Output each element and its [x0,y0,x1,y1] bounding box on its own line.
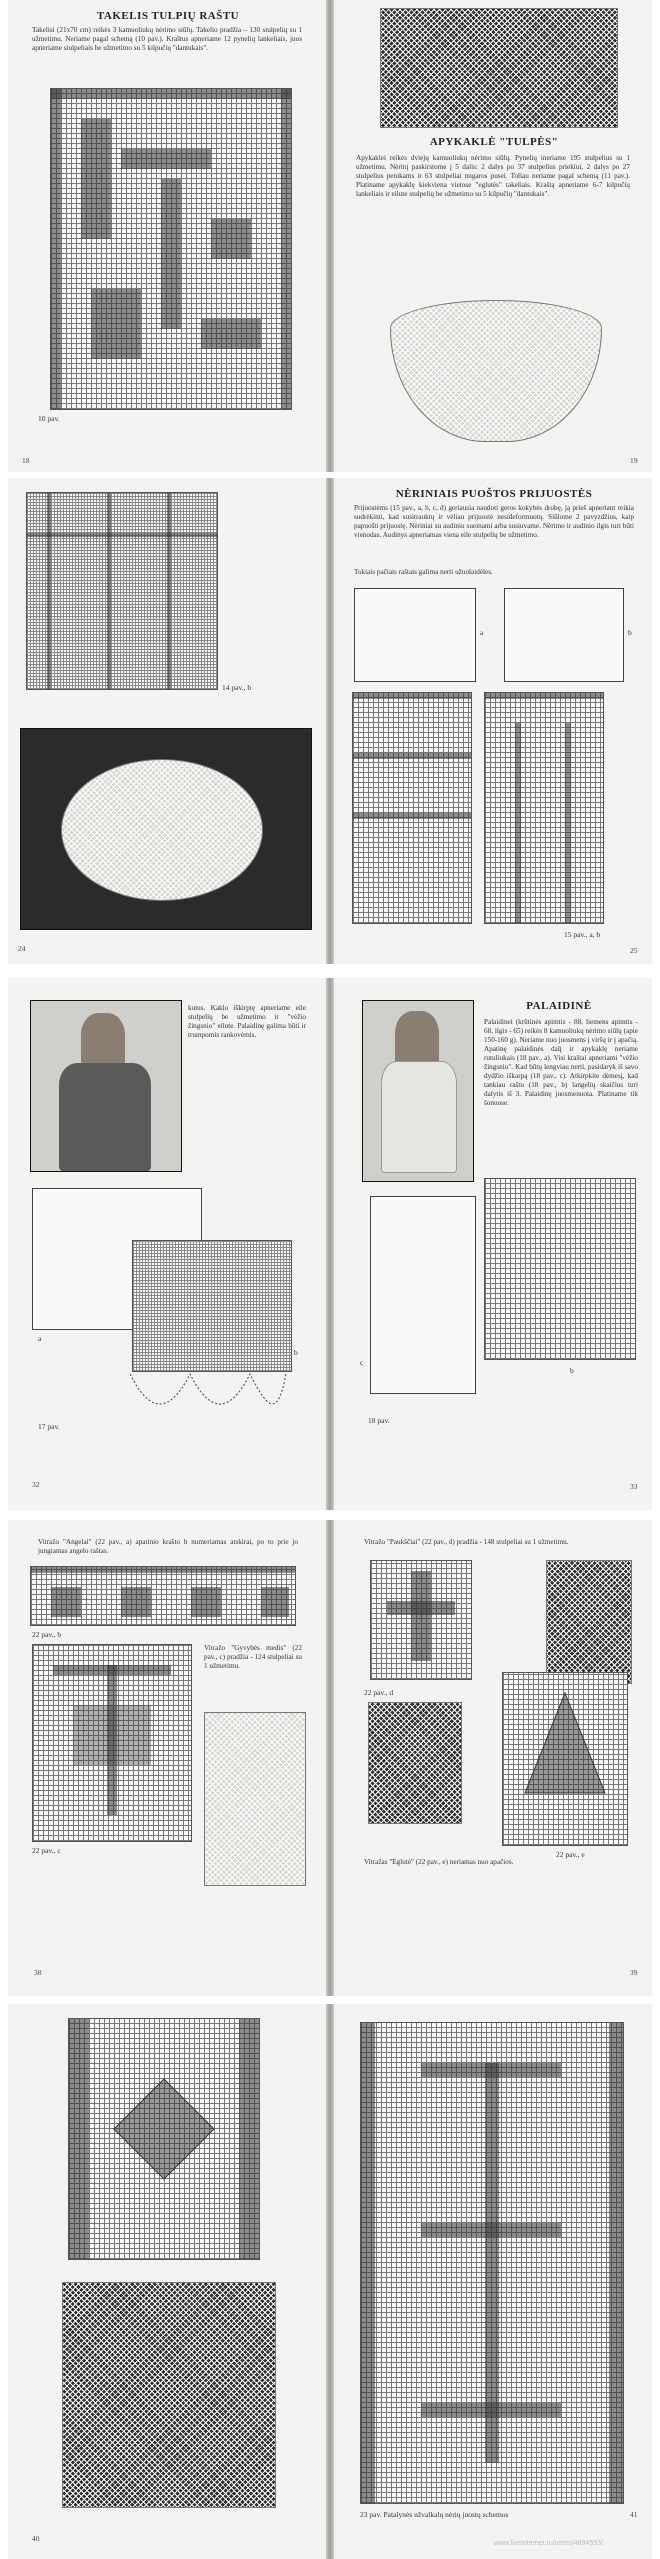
page-32 [8,978,326,1510]
apron-b-sketch [504,588,624,682]
model-head [81,1013,125,1067]
page-number: 32 [32,1480,40,1489]
apron-a-sketch [354,588,476,682]
figure-caption-b: 22 pav., b [32,1630,62,1639]
page-number: 18 [22,456,30,465]
label-a: a [480,628,484,637]
page-40 [8,2004,326,2559]
bedding-band-photo [62,2282,276,2508]
scallop-edge-diagram [128,1370,288,1418]
blouse-pattern-c [370,1196,476,1394]
page-title: NĖRINIAIS PUOŠTOS PRIJUOSTĖS [395,488,593,500]
page-25 [334,478,652,964]
gutter [326,478,334,964]
figure-caption: 14 pav., b [222,683,252,692]
blouse-hem-chart [132,1240,292,1372]
tree-outline [523,1693,607,1803]
model-shirt [59,1063,151,1171]
page-38 [8,1520,326,1996]
label-b: b [294,1348,298,1357]
watermark-url[interactable]: www.liveinternet.ru/users/4894553/ [494,2540,603,2547]
figure-caption-d: 22 pav., d [364,1688,394,1697]
tulip-collar-photo [390,300,602,442]
instructions-text: Prijuostėms (15 pav., a, b, c, d) geriausia naudoti geros kokybės drobę, ją prieš apneriant reikia sudrėkinti, kad susitrauktų ir vėliau prijuostė nesideformuotų. Siūlome 2 pavyzdžius, kaip papuošti prijuostę. Nėriniai su audiniu sueinami arba susiuvame. Nėrimo ir audinio ilgis turi būti vienodas. Audinys apneriamas viena eile stulpelių be užmetimo. [354,504,634,539]
figure-caption: 23 pav. Patalynės užvalkalų nėrių juostų schemos [360,2510,509,2519]
figure-caption: 18 pav. [368,1416,390,1425]
instructions-text-2: Vitražas "Eglutė" (22 pav., e) neriamas nuo apačios. [364,1858,514,1866]
page-number: 38 [34,1968,42,1977]
birds-chart [370,1560,472,1680]
tree-photo [368,1702,462,1824]
angels-edge-chart [30,1566,296,1626]
page-39 [334,1520,652,1996]
page-19 [334,0,652,472]
model-photo-2 [362,1000,474,1182]
instructions-text: Takelisi (21x70 cm) reikės 3 kamuoliukų nėrimo siūlų. Takelio pradžia – 130 stulpelių su 1 užmetimu. Neriame pagal schemą (10 pav.). Kraštus apneriame 12 pynelių lankeliais, juos apneriame stulpeliais be užmetimo su 5 kilpučių "dantukais". [32,26,302,52]
page-number: 40 [32,2534,40,2543]
page-number: 24 [18,944,26,953]
diamond-motif [114,2079,214,2179]
page-24 [8,478,326,964]
tree-chart [502,1672,628,1846]
gutter [326,978,334,1510]
instructions-text: Palaidinei (krūtinės apimtis - 88, liemens apimtis - 68, ilgis - 65) reikės 8 kamuoliukų nėrimo siūlų (apie 150-160 g). Neriame nuo juosmens į viršų ir į apačią. Apatinę palaidinės dalį ir apykaklę neriame rutuliukais (18 pav., a). Visi kraštai apneriami "vėžio žingsniu". Kad būtų lengviau nerti, pasidaryk iš savo dydžio iškarpą (18 pav., c). Atkirpkite dėmesį, kad tankiau raštu (18 pav., b) langelių skaičius turi dalytis iš 3. Palaidinę juosmenuota. Platiname tik šonuose. [484,1018,638,1107]
figure-caption: 17 pav. [38,1422,60,1431]
page-title: APYKAKLĖ "TULPĖS" [429,136,559,148]
label-b: b [570,1366,574,1375]
figure-caption: 10 pav. [38,414,60,423]
page-41 [334,2004,652,2559]
instructions-text-2: Vitražo "Gyvybės medis" (22 pav., c) pradžia - 124 stulpeliai su 1 užmetimu. [204,1644,302,1670]
page-number: 41 [630,2510,638,2519]
page-33 [334,978,652,1510]
collar-chart [26,492,218,690]
bedding-band-chart-2 [360,2022,624,2504]
spread-2 [0,478,660,964]
collar-photo [20,728,312,930]
figure-caption: 15 pav., a, b [564,930,601,939]
blouse-chart-b [484,1178,636,1360]
spread-3 [0,978,660,1510]
gutter [326,0,334,472]
apron-chart-right [484,692,604,924]
instructions-text: Apykaklei reikės dviejų kamuoliukų nėrimo siūlų. Pynelių ineriame 195 stulpelius su 1 užmetimu. Nėrinį paskirstome į 5 dalis: 2 dalys po 37 stulpelius priekiui, 2 dalys po 27 stulpelius petukams ir 63 stulpeliai nugaros pusei. Toliau neriame pagal schemą (11 pav.). Platiname apykaklę kiekviena vietose "eglutės" takeliais. Kraštą apneriame 6-7 kilpučių lankeliais ir eilute stulpelių be užmetimo su 5 kilpučių "dantukais". [356,154,630,198]
page-number: 25 [630,946,638,955]
tulip-runner-chart [50,88,292,410]
instructions-text: Vitražo "Paukščiai" (22 pav., d) pradžia - 148 stulpeliai su 1 užmetimu. [364,1538,569,1546]
spread-5 [0,2004,660,2559]
tree-of-life-photo [204,1712,306,1886]
label-b: b [628,628,632,637]
gutter [326,1520,334,1996]
apron-chart-left [352,692,472,924]
instructions-text-2: Tokiais pačiais raštais galima nerti užuolaidėles. [354,568,493,576]
instructions-text: Vitražo "Angelai" (22 pav., a) apatinio krašto b numeriamas atskirai, po to prie jo jungiamas angelo raštas. [38,1538,298,1555]
tulip-runner-photo [380,8,618,128]
page-number: 19 [630,456,638,465]
page-number: 33 [630,1482,638,1491]
bedding-band-chart-1 [68,2018,260,2260]
label-c: c [360,1358,364,1367]
model-head [395,1011,439,1067]
tree-of-life-chart [32,1644,192,1842]
page-18 [8,0,326,472]
instructions-text: kutus. Kaklo iškirptę apneriame eile stulpelių be užmetimo ir "vėžio žingsnio" eilute. Palaidinę galima būti ir trumpomis rankovėmis. [188,1004,306,1039]
page-title: TAKELIS TULPIŲ RAŠTU [96,10,240,22]
spread-4 [0,1520,660,1996]
model-blouse [381,1061,457,1173]
figure-caption-e: 22 pav., e [556,1850,585,1859]
birds-photo [546,1560,632,1684]
gutter [326,2004,334,2559]
figure-caption-c: 22 pav., c [32,1846,61,1855]
page-number: 39 [630,1968,638,1977]
page-title: PALAIDINĖ [526,1000,592,1012]
collar-lace [61,759,263,901]
spread-1 [0,0,660,472]
model-photo-1 [30,1000,182,1172]
label-a: a [38,1334,42,1343]
